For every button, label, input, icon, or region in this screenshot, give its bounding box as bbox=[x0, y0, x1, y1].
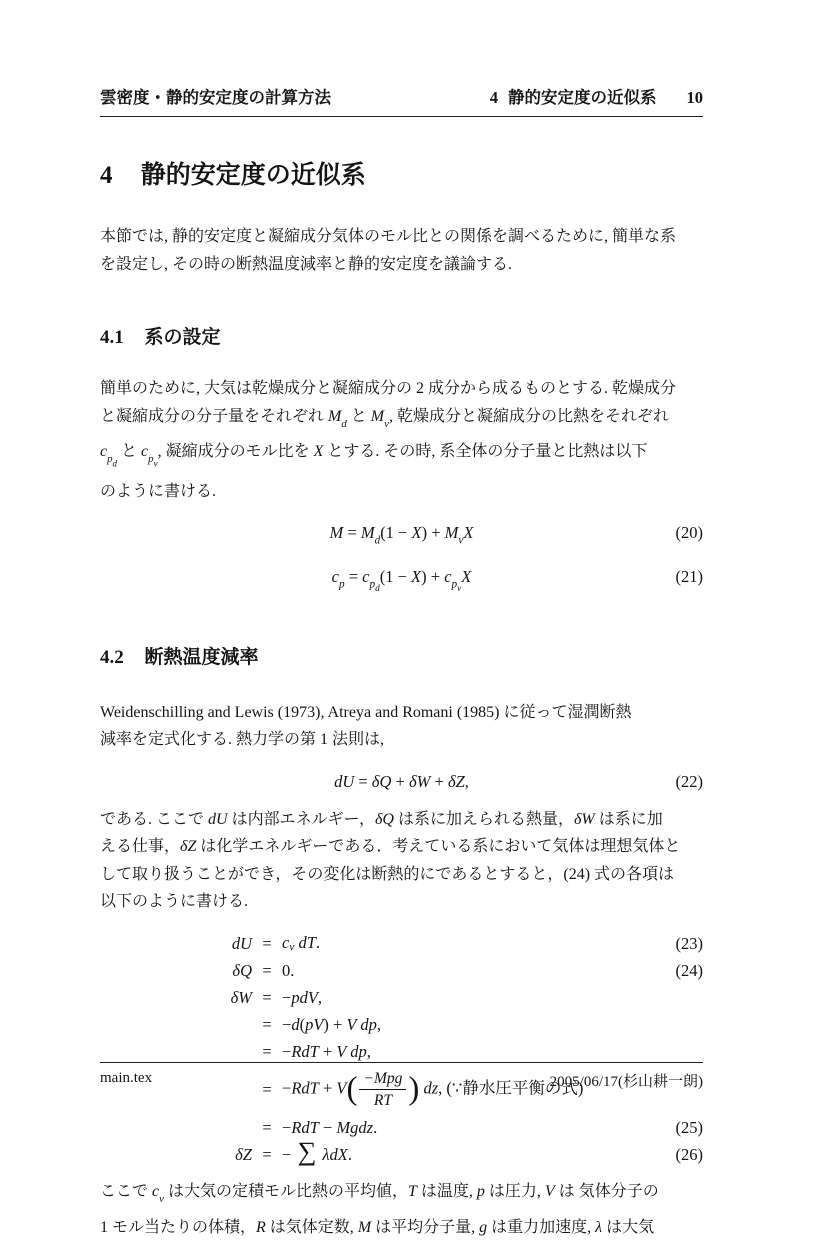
footer-filename: main.tex bbox=[100, 1070, 153, 1086]
section-heading bbox=[100, 155, 703, 191]
paragraph-system-setup bbox=[100, 375, 703, 505]
equation-21 bbox=[100, 565, 703, 600]
text-line: 減率を定式化する. 熱力学の第 1 法則は, bbox=[100, 731, 385, 749]
paragraph-first-law-terms bbox=[100, 806, 703, 916]
equation-relation: = bbox=[262, 960, 272, 980]
equation-21-number: (21) bbox=[675, 566, 703, 586]
equation-20-number: (20) bbox=[675, 523, 703, 543]
header-section-ref bbox=[490, 84, 703, 108]
equation-number: (23) bbox=[675, 933, 703, 953]
text-line: Weidenschilling and Lewis (1973), Atreya and Romani (1985) に従って湿潤断熱 bbox=[100, 703, 632, 721]
equation-lhs: δQ bbox=[232, 960, 252, 980]
paragraph-references bbox=[100, 699, 703, 754]
equation-relation: = bbox=[262, 1117, 272, 1137]
header-document-title: 雲密度・静的安定度の計算方法 bbox=[100, 89, 331, 107]
equation-lhs bbox=[212, 1124, 252, 1131]
equation-lhs bbox=[212, 1048, 252, 1055]
paragraph-symbol-definitions bbox=[100, 1178, 703, 1241]
text-line: ここで $c_v$ は大気の定積モル比熱の平均値，T は温度, p は圧力, V は 気体分子の bbox=[100, 1183, 659, 1206]
text-line: $c_{pd}$ と $c_{pv}$, 凝縮成分のモル比を X とする. その時, 系全体の分子量と比熱は以下 bbox=[100, 443, 648, 469]
equation-relation: = bbox=[262, 1079, 272, 1099]
equation-21-body: $c_p = c_{pd}(1 - X) + c_{pv}X$ bbox=[331, 566, 472, 593]
text-line: える仕事，δZ は化学エネルギーである．考えている系において気体は理想気体と bbox=[100, 838, 681, 856]
equation-rhs: −RdT + V( −Mpg RT ) dz, (∵静水圧平衡の式) bbox=[282, 1069, 584, 1110]
footer-date: 2005/06/17(杉山耕一朗) bbox=[549, 1074, 703, 1090]
equation-22-body: dU = δQ + δW + δZ, bbox=[334, 771, 469, 791]
text-line: 以下のように書ける. bbox=[100, 893, 249, 911]
equation-number bbox=[583, 994, 703, 1001]
equation-number: (26) bbox=[675, 1144, 703, 1164]
paragraph-intro bbox=[100, 223, 703, 278]
equation-lhs: δW bbox=[230, 987, 252, 1007]
equation-lhs: δZ bbox=[235, 1144, 252, 1164]
equation-rhs: −pdV, bbox=[282, 987, 323, 1007]
subsection-title: 断熱温度減率 bbox=[144, 646, 259, 668]
equation-rhs: −RdT − Mgdz. bbox=[282, 1117, 378, 1137]
equation-rhs: 0. bbox=[282, 960, 295, 980]
text-line: して取り扱うことができ，その変化は断熱的にであるとすると，(24) 式の各項は bbox=[100, 865, 675, 883]
equation-lhs bbox=[212, 1021, 252, 1028]
equation-number: (24) bbox=[675, 960, 703, 980]
text-line: 本節では, 静的安定度と凝縮成分気体のモル比との関係を調べるために, 簡単な系 bbox=[100, 228, 677, 245]
equation-relation: = bbox=[262, 1014, 272, 1034]
equation-array-23-26 bbox=[212, 930, 703, 1168]
page-footer bbox=[100, 1062, 703, 1091]
equation-rhs: cv dT. bbox=[282, 933, 320, 954]
equation-number bbox=[583, 1048, 703, 1055]
header-section-title: 静的安定度の近似系 bbox=[508, 89, 657, 107]
text-line: と凝縮成分の分子量をそれぞれ $M_d$ と $M_v$, 乾燥成分と凝縮成分の比熱をそれぞれ bbox=[100, 407, 669, 430]
equation-relation: = bbox=[262, 1041, 272, 1061]
equation-relation: = bbox=[262, 1144, 272, 1164]
equation-20 bbox=[100, 521, 703, 552]
header-page-number: 10 bbox=[686, 88, 703, 107]
text-line: である. ここで dU は内部エネルギー，δQ は系に加えられる熱量，δW は系に加 bbox=[100, 810, 663, 828]
equation-lhs: dU bbox=[231, 933, 252, 953]
text-line: を設定し, その時の断熱温度減率と静的安定度を議論する. bbox=[100, 255, 513, 273]
text-line: のように書ける. bbox=[100, 482, 217, 500]
equation-22-number: (22) bbox=[675, 771, 703, 791]
equation-20-body: $M = M_d(1 - X) + M_vX$ bbox=[329, 523, 474, 547]
text-line: 1 モル当たりの体積，R は気体定数, M は平均分子量, g は重力加速度, λ は大気 bbox=[100, 1218, 655, 1236]
subsection-title: 系の設定 bbox=[144, 327, 221, 348]
subsection-heading-4-1 bbox=[100, 322, 703, 349]
math-fraction: −Mpg RT bbox=[359, 1069, 406, 1111]
subsection-number: 4.2 bbox=[100, 646, 124, 668]
equation-number: (25) bbox=[675, 1117, 703, 1137]
equation-rhs: −RdT + V dp, bbox=[282, 1041, 371, 1061]
equation-22 bbox=[100, 770, 703, 794]
equation-rhs: −d(pV) + V dp, bbox=[282, 1014, 381, 1034]
equation-rhs: − ∑ λdX. bbox=[282, 1135, 352, 1166]
header-section-number: 4 bbox=[489, 88, 498, 107]
equation-relation: = bbox=[262, 933, 272, 953]
equation-relation: = bbox=[262, 987, 272, 1007]
subsection-heading-4-2 bbox=[100, 642, 703, 669]
section-number: 4 bbox=[100, 162, 113, 189]
equation-number bbox=[583, 1021, 703, 1028]
section-title: 静的安定度の近似系 bbox=[140, 161, 366, 189]
page-header bbox=[100, 84, 703, 117]
text-line: 簡単のために, 大気は乾燥成分と凝縮成分の 2 成分から成るものとする. 乾燥成分 bbox=[100, 380, 677, 397]
subsection-number: 4.1 bbox=[100, 327, 124, 348]
